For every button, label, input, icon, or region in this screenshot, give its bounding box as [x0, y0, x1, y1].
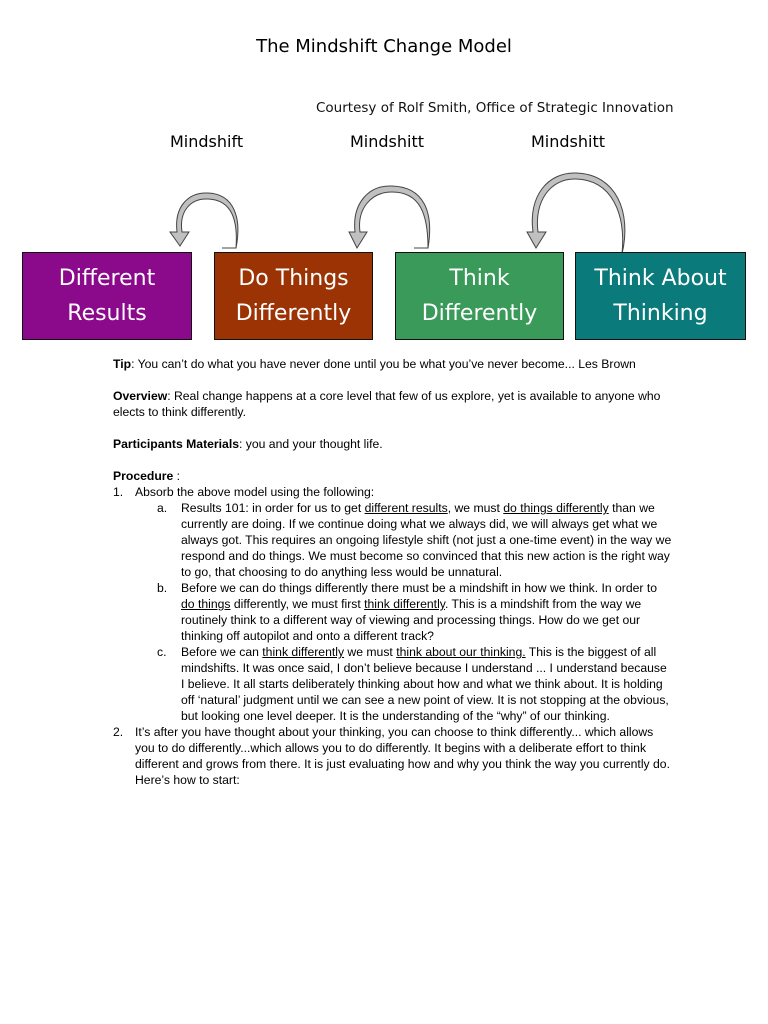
underlined-text: do things [181, 597, 231, 611]
list-letter: c. [157, 645, 167, 659]
materials-text: : you and your thought life. [239, 437, 383, 451]
box-line-1: Do Things [238, 266, 349, 291]
text-span: Before we can do things differently there must be a mindshift in how we think. In order to [181, 581, 658, 595]
tip-paragraph [113, 356, 673, 372]
procedure-section [113, 468, 673, 788]
mindshift-label-2: Mindshitt [350, 132, 425, 151]
page-title: The Mindshift Change Model [256, 36, 512, 57]
text-span: we must [344, 645, 397, 659]
overview-paragraph [113, 388, 673, 420]
tip-text: : You can’t do what you have never done until you be what you’ve never become... Les Brown [131, 357, 636, 371]
text-span: Results 101: in order for us to get [181, 501, 365, 515]
list-letter: a. [157, 501, 168, 515]
curved-arrow-icon [527, 173, 625, 254]
procedure-label: Procedure [113, 469, 174, 483]
box-line-2: Results [67, 301, 147, 326]
curved-arrow-icon [349, 186, 430, 248]
text-span: differently, we must first [230, 597, 365, 611]
list-item [113, 724, 673, 788]
procedure-suffix: : [173, 469, 181, 483]
box-line-2: Thinking [613, 301, 708, 326]
list-letter: b. [157, 581, 168, 595]
underlined-text: do things differently [503, 501, 609, 515]
text-span: , we must [447, 501, 504, 515]
mindshift-label-3: Mindshitt [531, 132, 606, 151]
box-think-about-thinking [575, 252, 746, 340]
list-item-text: It’s after you have thought about your thinking, you can choose to think differently... which allows you to do differently...which allows you to do differently. It begins with a deliberate effort to think different and grows from there. It is just evaluating how and why you think the way you currently do. Here’s how to start: [135, 725, 670, 787]
body-text [113, 356, 673, 788]
procedure-list [113, 484, 673, 788]
box-think-differently [395, 252, 564, 340]
box-line-1: Think [449, 266, 510, 291]
list-number: 1. [113, 485, 124, 499]
curved-arrows-diagram [0, 0, 768, 260]
sub-list-item [135, 644, 673, 724]
text-span: This is the biggest of all mindshifts. It was once said, I don’t believe because I understand ... I understand because I believe. It all starts deliberately thinking about how and what we think about. It is holding off ‘natural’ judgment until we can see a new point of view. It is not stopping at the obvious, but looking one level deeper. It is the understanding of the “why” of our thinking. [181, 645, 669, 723]
materials-paragraph [113, 436, 673, 452]
underlined-text: different results [364, 501, 448, 515]
text-span: . This is a mindshift from the way we routinely think to a different way of viewing and processing things. How do we get our thinking off autopilot and onto a different track? [181, 597, 642, 643]
underlined-text: think differently [262, 645, 345, 659]
overview-text: : Real change happens at a core level that few of us explore, yet is available to anyone who elects to think differently. [113, 389, 661, 419]
box-do-things-differently [214, 252, 373, 340]
text-span: Before we can [181, 645, 263, 659]
sub-list [135, 500, 673, 724]
list-number: 2. [113, 725, 124, 739]
courtesy-line: Courtesy of Rolf Smith, Office of Strategic Innovation [316, 100, 674, 116]
mindshift-label-1: Mindshift [170, 132, 244, 151]
box-line-1: Think About [594, 266, 727, 291]
underlined-text: think about our thinking. [396, 645, 526, 659]
sub-list-item [135, 580, 673, 644]
underlined-text: think differently [364, 597, 445, 611]
box-different-results [22, 252, 192, 340]
overview-label: Overview [113, 389, 168, 403]
materials-label: Participants Materials [113, 437, 239, 451]
box-line-2: Differently [421, 301, 538, 326]
curved-arrow-icon [170, 193, 238, 248]
tip-label: Tip [113, 357, 132, 371]
sub-list-item [135, 500, 673, 580]
list-item [113, 484, 673, 724]
box-line-2: Differently [235, 301, 352, 326]
text-span: than we currently are doing. If we continue doing what we always did, we will always get what we always got. This requires an ongoing lifestyle shift (not just a one-time event) in the way we respond and do things. We must become so convinced that this new action is the right way to go, that choosing to do anything less would be unnatural. [181, 501, 672, 579]
box-line-1: Different [58, 266, 156, 291]
list-item-text: Absorb the above model using the following: [135, 485, 375, 499]
